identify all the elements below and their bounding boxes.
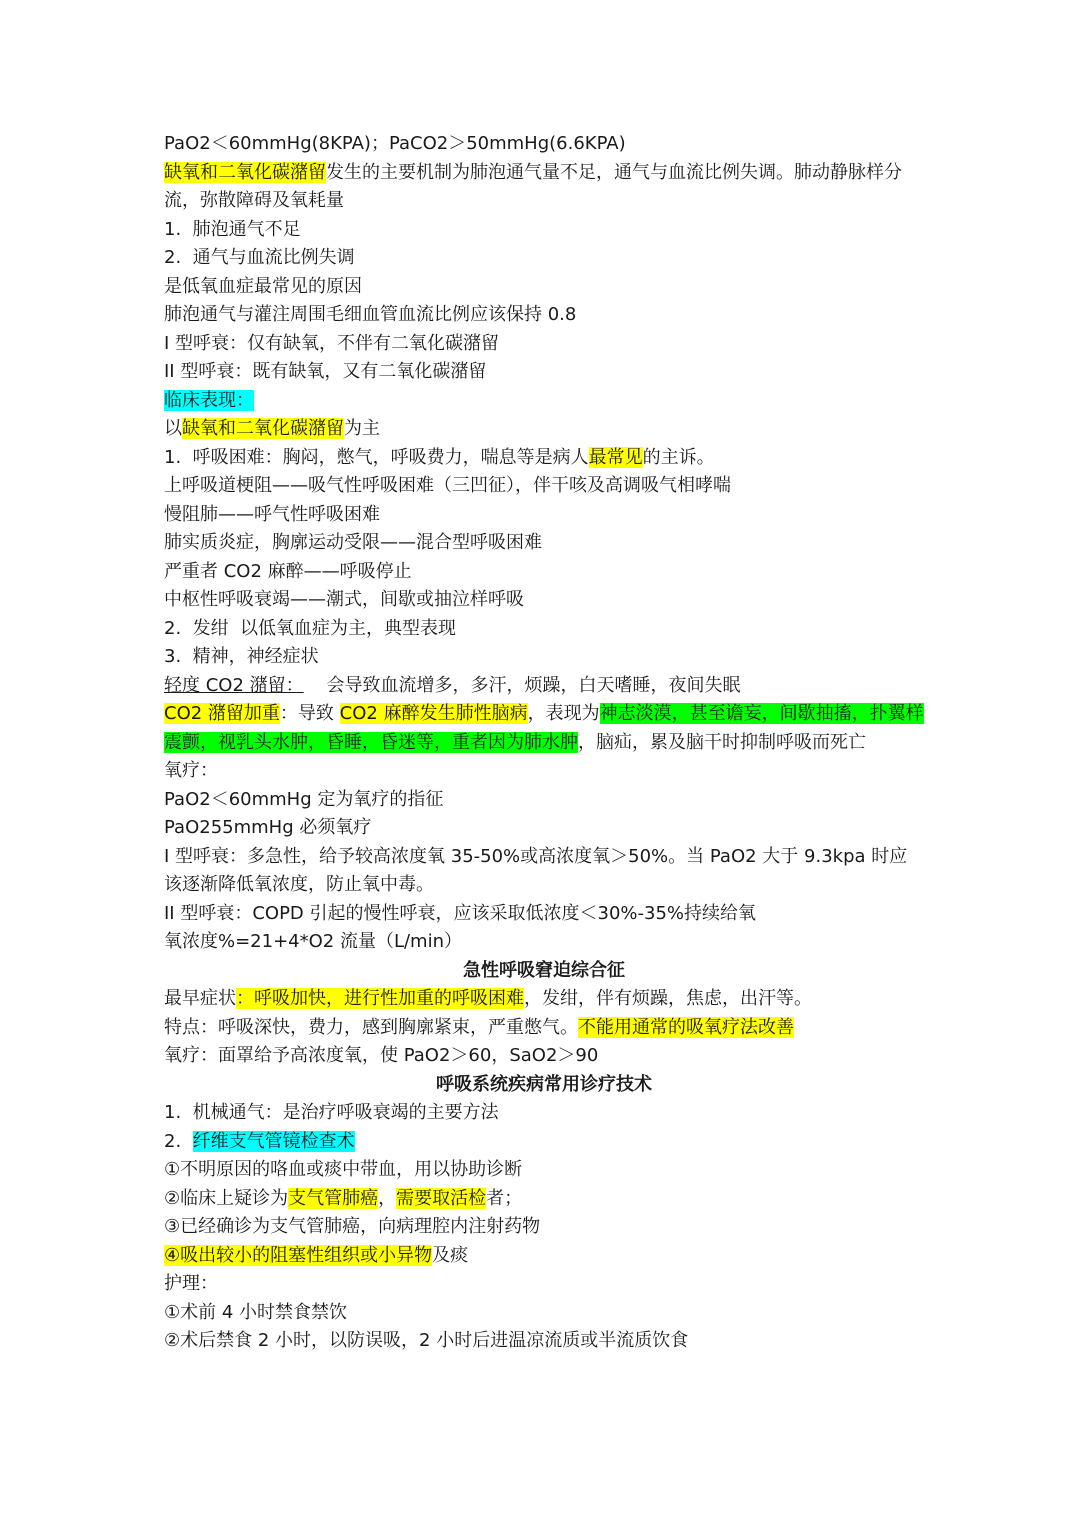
- document-body: [164, 130, 924, 1356]
- text-line: [164, 1042, 924, 1071]
- underlined-text: 轻度 CO2 潴留：: [164, 674, 304, 696]
- section-heading: [164, 1071, 924, 1100]
- text-segment: 者；: [486, 1187, 523, 1209]
- text-segment: ①不明原因的咯血或痰中带血，用以协助诊断: [164, 1159, 523, 1180]
- text-segment: ，脑疝，累及脑干时抑制呼吸而死亡: [578, 731, 866, 753]
- highlighted-text: CO2 潴留加重: [164, 703, 280, 724]
- text-segment: 1. 肺泡通气不足: [164, 218, 301, 240]
- text-segment: 肺泡通气与灌注周围毛细血管血流比例应该保持 0.8: [164, 304, 577, 325]
- text-segment: 2. 通气与血流比例失调: [164, 247, 355, 268]
- text-segment: ②术后禁食 2 小时，以防误吸，2 小时后进温凉流质或半流质饮食: [164, 1330, 689, 1351]
- text-segment: 呼吸系统疾病常用诊疗技术: [436, 1073, 652, 1095]
- text-segment: 2. 发绀 以低氧血症为主，典型表现: [164, 617, 457, 639]
- text-segment: ③已经确诊为支气管肺癌，向病理腔内注射药物: [164, 1216, 541, 1237]
- text-line: [164, 700, 924, 757]
- text-segment: PaO255mmHg 必须氧疗: [164, 817, 372, 838]
- text-line: [164, 216, 924, 245]
- text-segment: 严重者 CO2 麻醉——呼吸停止: [164, 560, 412, 582]
- text-line: [164, 159, 924, 216]
- text-line: [164, 928, 924, 957]
- text-segment: I 型呼衰：多急性，给予较高浓度氧 35-50%或高浓度氧＞50%。当 PaO2 大于 9.3kpa 时应该逐渐降低氧浓度，防止氧中毒。: [164, 845, 908, 895]
- text-segment: 1. 呼吸困难：胸闷，憋气，呼吸费力，喘息等是病人: [164, 446, 589, 468]
- text-line: [164, 1014, 924, 1043]
- text-line: [164, 1299, 924, 1328]
- text-line: [164, 529, 924, 558]
- text-segment: 氧浓度%=21+4*O2 流量（L/min）: [164, 931, 463, 952]
- text-segment: 特点：呼吸深快，费力，感到胸廓紧束，严重憋气。: [164, 1016, 578, 1038]
- highlighted-text: 需要取活检: [396, 1187, 487, 1209]
- text-segment: ①术前 4 小时禁食禁饮: [164, 1301, 348, 1323]
- text-line: [164, 1099, 924, 1128]
- text-line: [164, 672, 924, 701]
- text-segment: 发生的主要机制为肺泡通气量不足，通气与血流比例失调。肺动静脉样分流，弥散障碍及氧耗量: [164, 161, 902, 211]
- text-segment: 3. 精神，神经症状: [164, 646, 319, 667]
- text-line: [164, 985, 924, 1014]
- highlighted-text: 缺氧和二氧化碳潴留: [164, 161, 326, 183]
- text-segment: 及痰: [432, 1244, 469, 1266]
- highlighted-text: CO2 麻醉发生肺性脑病: [339, 703, 528, 724]
- text-line: [164, 1327, 924, 1356]
- highlighted-text: 神志淡漠，甚至谵妄，间歇抽搐，扑翼样震颤，视乳头水肿，昏睡，昏迷等，重者因为肺水肿: [164, 703, 924, 753]
- text-line: [164, 330, 924, 359]
- text-segment: ②临床上疑诊为: [164, 1187, 289, 1209]
- text-segment: ，: [378, 1187, 397, 1209]
- text-line: [164, 900, 924, 929]
- text-line: [164, 615, 924, 644]
- text-line: [164, 301, 924, 330]
- text-line: [164, 1156, 924, 1185]
- text-segment: ，表现为: [527, 703, 600, 724]
- text-segment: PaO2＜60mmHg(8KPA)；PaCO2＞50mmHg(6.6KPA): [164, 133, 626, 154]
- text-segment: 上呼吸道梗阻——吸气性呼吸困难（三凹征），伴干咳及高调吸气相哮喘: [164, 475, 731, 496]
- text-line: [164, 1270, 924, 1299]
- text-line: [164, 1242, 924, 1271]
- highlighted-text: 最常见: [588, 446, 643, 468]
- text-line: [164, 558, 924, 587]
- text-segment: 最早症状: [164, 988, 236, 1009]
- highlighted-text: 临床表现：: [164, 389, 254, 411]
- text-segment: 急性呼吸窘迫综合征: [463, 959, 625, 981]
- text-line: [164, 1213, 924, 1242]
- text-segment: ：导致: [279, 703, 340, 724]
- text-line: [164, 387, 924, 416]
- text-line: [164, 273, 924, 302]
- text-segment: ，发绀，伴有烦躁，焦虑，出汗等。: [524, 988, 812, 1009]
- text-line: [164, 472, 924, 501]
- text-segment: 2.: [164, 1130, 193, 1152]
- text-segment: 氧疗：面罩给予高浓度氧，使 PaO2＞60，SaO2＞90: [164, 1045, 599, 1066]
- text-line: [164, 843, 924, 900]
- text-line: [164, 415, 924, 444]
- text-segment: 会导致血流增多，多汗，烦躁，白天嗜睡，夜间失眠: [303, 674, 741, 696]
- text-segment: I 型呼衰：仅有缺氧，不伴有二氧化碳潴留: [164, 332, 500, 354]
- text-line: [164, 444, 924, 473]
- text-line: [164, 244, 924, 273]
- highlighted-text: 不能用通常的吸氧疗法改善: [578, 1016, 794, 1038]
- text-segment: 肺实质炎症，胸廓运动受限——混合型呼吸困难: [164, 532, 542, 553]
- text-line: [164, 757, 924, 786]
- text-segment: 氧疗：: [164, 760, 218, 781]
- text-segment: 以: [164, 418, 182, 439]
- highlighted-text: 缺氧和二氧化碳潴留: [182, 418, 344, 439]
- text-line: [164, 501, 924, 530]
- text-segment: 1. 机械通气：是治疗呼吸衰竭的主要方法: [164, 1102, 499, 1123]
- text-line: [164, 1185, 924, 1214]
- text-line: [164, 358, 924, 387]
- text-segment: II 型呼衰：既有缺氧，又有二氧化碳潴留: [164, 361, 487, 382]
- text-segment: II 型呼衰：COPD 引起的慢性呼衰，应该采取低浓度＜30%-35%持续给氧: [164, 902, 757, 924]
- text-line: [164, 814, 924, 843]
- text-segment: 慢阻肺——呼气性呼吸困难: [164, 503, 380, 525]
- highlighted-text: ：呼吸加快，进行性加重的呼吸困难: [236, 988, 524, 1009]
- highlighted-text: 纤维支气管镜检查术: [192, 1130, 355, 1152]
- text-segment: 为主: [344, 418, 380, 439]
- text-line: [164, 786, 924, 815]
- highlighted-text: 支气管肺癌: [288, 1187, 379, 1209]
- text-line: [164, 643, 924, 672]
- highlighted-text: ④吸出较小的阻塞性组织或小异物: [164, 1244, 433, 1266]
- text-line: [164, 1128, 924, 1157]
- text-line: [164, 130, 924, 159]
- text-segment: PaO2＜60mmHg 定为氧疗的指征: [164, 788, 444, 810]
- text-segment: 是低氧血症最常见的原因: [164, 275, 362, 297]
- text-line: [164, 586, 924, 615]
- text-segment: 中枢性呼吸衰竭——潮式，间歇或抽泣样呼吸: [164, 589, 524, 610]
- section-heading: [164, 957, 924, 986]
- text-segment: 的主诉。: [642, 446, 715, 468]
- text-segment: 护理：: [164, 1273, 218, 1294]
